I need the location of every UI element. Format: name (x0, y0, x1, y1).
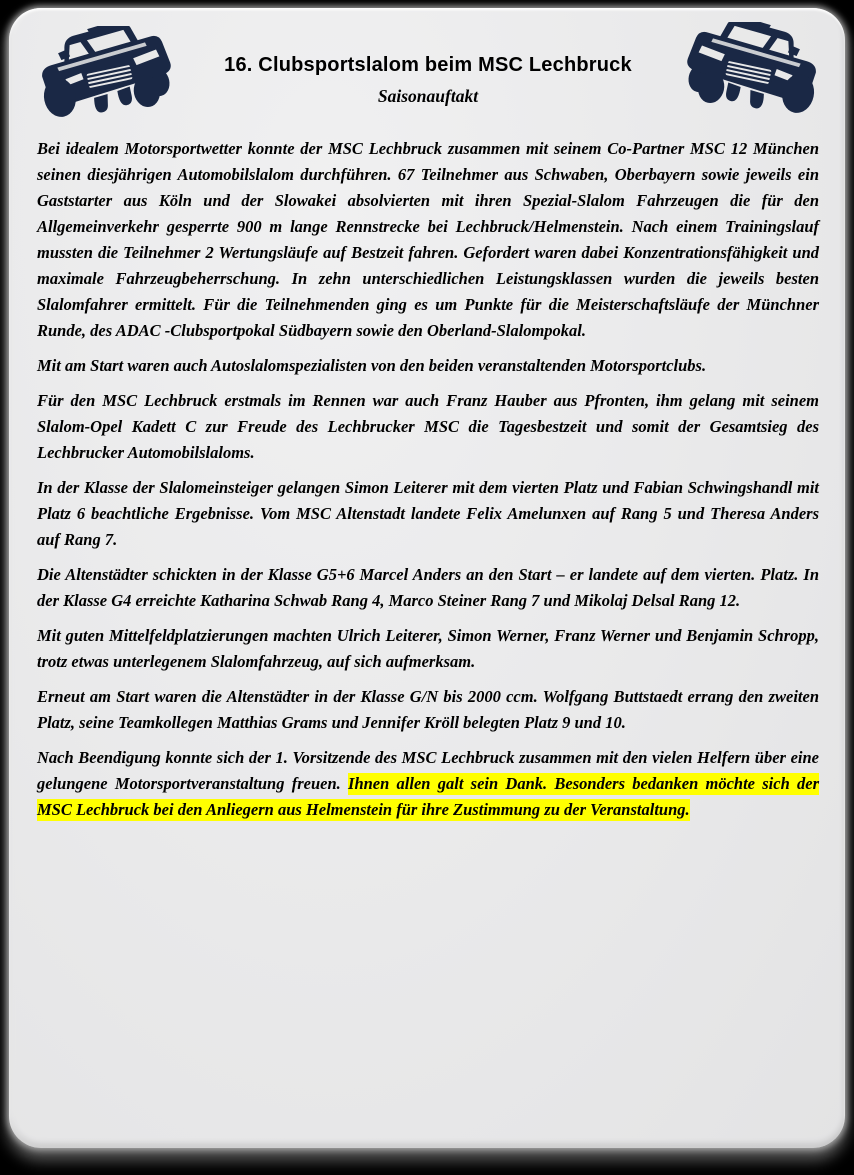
closing-highlight: Ihnen allen galt sein Dank. Besonders bedanken möchte sich der MSC Lechbruck bei den Anliegern aus Helmenstein für ihre Zustimmung zu der Veranstaltung. (37, 774, 820, 819)
article-card (9, 8, 845, 1148)
article-content (9, 8, 845, 1148)
page-title: 16. Clubsportslalom beim MSC Lechbruck (224, 54, 632, 76)
article-paragraph-7: Erneut am Start waren die Altenstädter in der Klasse G/N bis 2000 ccm. Wolfgang Buttstaedt errang den zweiten Platz, seine Teamkollegen Matthias Grams und Jennifer Kröll belegten Platz 9 und 10. (37, 687, 819, 732)
rally-car-icon (31, 26, 183, 130)
page-subtitle: Saisonauftakt (377, 86, 479, 106)
closing-text: Nach Beendigung konnte sich der 1. Vorsitzende des MSC Lechbruck zusammen mit den vielen Helfern über eine gelungene Motorsportveranstaltung freuen. (37, 748, 819, 793)
article-paragraph-closing (37, 745, 819, 823)
article-header (37, 26, 819, 126)
rally-car-icon-mirrored (675, 22, 827, 126)
article-paragraph-4: In der Klasse der Slalomeinsteiger gelangen Simon Leiterer mit dem vierten Platz und Fabian Schwingshandl mit Platz 6 beachtliche Ergebnisse. Vom MSC Altenstadt landete Felix Amelunxen auf Rang 5 und Theresa Anders auf Rang 7. (37, 478, 819, 549)
article-paragraph-6: Mit guten Mittelfeldplatzierungen machten Ulrich Leiterer, Simon Werner, Franz Werner und Benjamin Schropp, trotz etwas unterlegenem Slalomfahrzeug, auf sich aufmerksam. (37, 626, 819, 671)
article-paragraph-2: Mit am Start waren auch Autoslalomspezialisten von den beiden veranstaltenden Motorsportclubs. (37, 356, 707, 375)
article-paragraph-5: Die Altenstädter schickten in der Klasse G5+6 Marcel Anders an den Start – er landete auf dem vierten. Platz. In der Klasse G4 erreichte Katharina Schwab Rang 4, Marco Steiner Rang 7 und Mikolaj Delsal Rang 12. (37, 565, 819, 610)
article-paragraph-1: Bei idealem Motorsportwetter konnte der MSC Lechbruck zusammen mit seinem Co-Partner MSC 12 München seinen diesjährigen Automobilslalom durchführen. 67 Teilnehmer aus Schwaben, Oberbayern sowie jeweils ein Gaststarter aus Köln und der Slowakei absolvierten mit ihren Spezial-Slalom Fahrzeugen die für den Allgemeinverkehr gesperrte 900 m lange Rennstrecke bei Lechbruck/Helmenstein. Nach einem Trainingslauf mussten die Teilnehmer 2 Wertungsläufe auf Bestzeit fahren. Gefordert waren dabei Konzentrationsfähigkeit und maximale Fahrzeugbeherrschung. In zehn unterschiedlichen Leistungsklassen wurden die jeweils besten Slalomfahrer ermittelt. Für die Teilnehmenden ging es um Punkte für die Meisterschaftsläufe der Münchner Runde, des ADAC -Clubsportpokal Südbayern sowie den Oberland-Slalompokal. (37, 139, 819, 340)
article-paragraph-3: Für den MSC Lechbruck erstmals im Rennen war auch Franz Hauber aus Pfronten, ihm gelang mit seinem Slalom-Opel Kadett C zur Freude des Lechbrucker MSC die Tagesbestzeit und somit der Gesamtsieg des Lechbrucker Automobilslaloms. (37, 391, 819, 462)
article-body (37, 136, 819, 823)
